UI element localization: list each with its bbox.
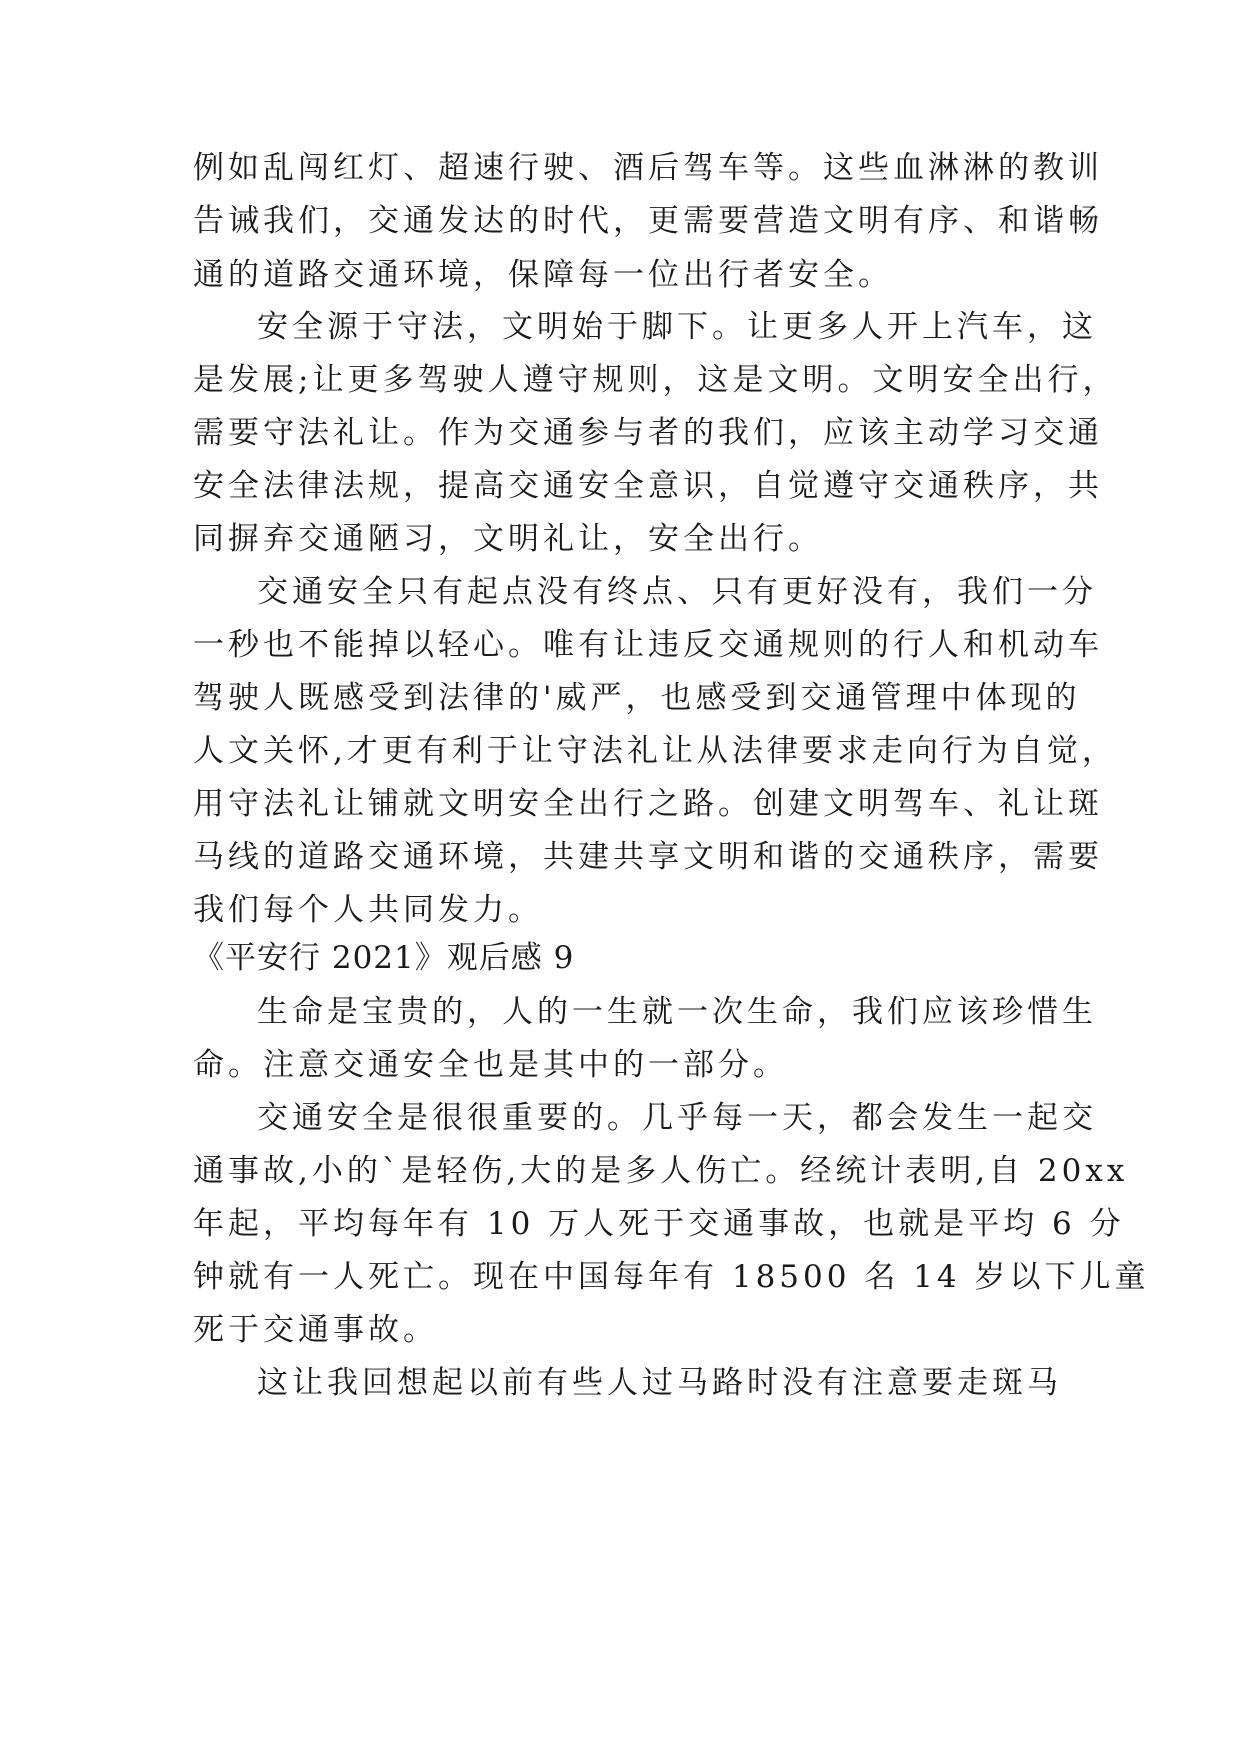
text-line: 用守法礼让铺就文明安全出行之路。创建文明驾车、礼让斑 (193, 786, 1103, 822)
text-line: 安全法律法规，提高交通安全意识，自觉遵守交通秩序，共 (193, 468, 1103, 504)
text-line: 我们每个人共同发力。 (193, 892, 543, 928)
text-line: 马线的道路交通环境，共建共享文明和谐的交通秩序，需要 (193, 839, 1103, 875)
text-line: 通的道路交通环境，保障每一位出行者安全。 (193, 257, 893, 293)
text-line: 是发展;让更多驾驶人遵守规则，这是文明。文明安全出行， (193, 362, 1118, 398)
text-line: 例如乱闯红灯、超速行驶、酒后驾车等。这些血淋淋的教训 (193, 150, 1103, 186)
paragraph-first-line: 安全源于守法，文明始于脚下。让更多人开上汽车，这 (257, 309, 1097, 345)
text-line: 人文关怀,才更有利于让守法礼让从法律要求走向行为自觉， (193, 733, 1117, 769)
text-line: 死于交通事故。 (193, 1312, 438, 1348)
text-line: 钟就有一人死亡。现在中国每年有 18500 名 14 岁以下儿童 (193, 1259, 1150, 1295)
paragraph-first-line: 这让我回想起以前有些人过马路时没有注意要走斑马 (257, 1365, 1062, 1401)
paragraph-first-line: 交通安全是很很重要的。几乎每一天，都会发生一起交 (257, 1100, 1097, 1136)
text-line: 命。注意交通安全也是其中的一部分。 (193, 1047, 788, 1083)
text-line: 一秒也不能掉以轻心。唯有让违反交通规则的行人和机动车 (193, 627, 1103, 663)
text-line: 年起，平均每年有 10 万人死于交通事故，也就是平均 6 分 (193, 1206, 1125, 1242)
text-line: 驾驶人既感受到法律的'威严，也感受到交通管理中体现的 (193, 680, 1081, 716)
text-line: 同摒弃交通陋习，文明礼让，安全出行。 (193, 521, 823, 557)
text-line: 告诫我们，交通发达的时代，更需要营造文明有序、和谐畅 (193, 203, 1103, 239)
paragraph-first-line: 交通安全只有起点没有终点、只有更好没有，我们一分 (257, 574, 1097, 610)
text-line: 需要守法礼让。作为交通参与者的我们，应该主动学习交通 (193, 415, 1103, 451)
section-heading: 《平安行 2021》观后感 9 (193, 940, 575, 976)
paragraph-first-line: 生命是宝贵的，人的一生就一次生命，我们应该珍惜生 (257, 994, 1097, 1030)
text-line: 通事故,小的`是轻伤,大的是多人伤亡。经统计表明,自 20xx (193, 1153, 1129, 1189)
